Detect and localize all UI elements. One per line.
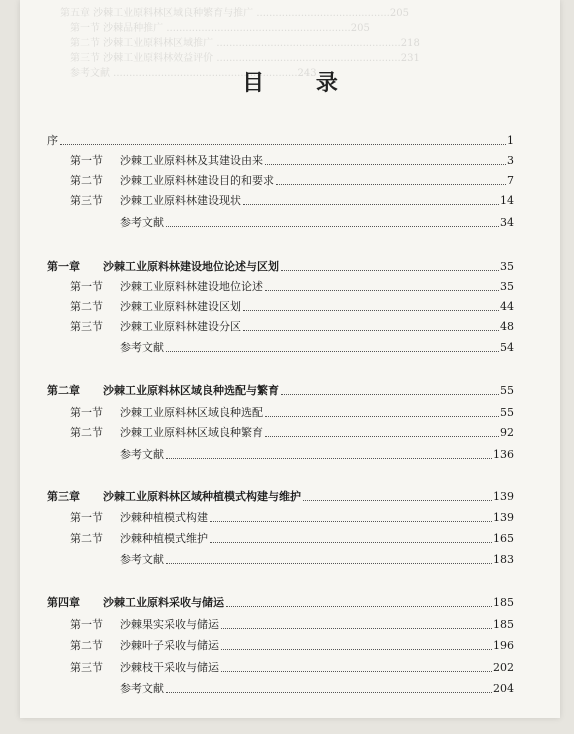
- toc-section-row[interactable]: [70, 294, 514, 314]
- toc-entry-number: 第三章: [47, 490, 80, 503]
- toc-entry-label: [70, 406, 263, 420]
- toc-entry-title: 沙棘工业原料林建设现状: [120, 194, 241, 207]
- toc-entry-number: 第三节: [70, 194, 103, 207]
- toc-entry-label: [47, 490, 301, 504]
- toc-entry-label: [70, 639, 219, 653]
- toc-entry-title: 沙棘工业原料林建设地位论述: [120, 280, 263, 293]
- toc-section-row[interactable]: [70, 188, 514, 208]
- toc-entry-label: [70, 661, 219, 675]
- toc-entry-title: 沙棘果实采收与储运: [120, 618, 219, 631]
- toc-chapter-row[interactable]: [47, 590, 514, 610]
- toc-entry-label: [70, 341, 164, 355]
- toc-section-row[interactable]: [70, 210, 514, 230]
- toc-page-number: 139: [493, 511, 514, 524]
- toc-entry-title: 参考文献: [120, 553, 164, 566]
- book-page: [20, 0, 560, 718]
- toc-section-row[interactable]: [70, 314, 514, 334]
- toc-entry-number: 第四章: [47, 596, 80, 609]
- toc-entry-label: [70, 553, 164, 567]
- dot-leader: [243, 309, 499, 311]
- dot-leader: [221, 627, 492, 629]
- dot-leader: [265, 415, 499, 417]
- toc-page-number: 55: [500, 384, 514, 397]
- toc-entry-label: [47, 134, 58, 148]
- toc-entry-title: 沙棘枝干采收与储运: [120, 661, 219, 674]
- toc-entry-label: [70, 618, 219, 632]
- toc-entry-number: 第一节: [70, 511, 103, 524]
- toc-page-number: 204: [493, 682, 514, 695]
- toc-entry-number: 第一节: [70, 618, 103, 631]
- dot-leader: [243, 203, 499, 205]
- dot-leader: [276, 183, 506, 185]
- toc-entry-title: 沙棘工业原料林建设分区: [120, 320, 241, 333]
- toc-entry-label: [70, 216, 164, 230]
- toc-page-number: 48: [500, 320, 514, 333]
- toc-section-row[interactable]: [70, 655, 514, 675]
- toc-section-row[interactable]: [70, 633, 514, 653]
- dot-leader: [265, 289, 499, 291]
- toc-entry-label: [70, 426, 263, 440]
- dot-leader: [243, 329, 499, 331]
- toc-entry-label: [47, 384, 279, 398]
- toc-entry-number: 第二节: [70, 174, 103, 187]
- dot-leader: [210, 541, 492, 543]
- toc-entry-label: [70, 154, 263, 168]
- toc-page-number: 7: [507, 174, 514, 187]
- bleed-through-text: 第五章 沙棘工业原料林区域良种繁育与推广 ..........................................205 第一节 沙棘品种推广 ..........................................................205 第二节 沙棘工业原料林区域推广 ..........................................................218 第三节 沙棘工业原料林效益评价 ..........................................................231 参考文献 ..........................................................243: [60, 8, 420, 79]
- toc-entry-label: [70, 280, 263, 294]
- toc-entry-title: 参考文献: [120, 448, 164, 461]
- toc-entry-title: 参考文献: [120, 216, 164, 229]
- toc-entry-label: [70, 194, 241, 208]
- toc-entry-number: 第一节: [70, 154, 103, 167]
- toc-section-row[interactable]: [70, 274, 514, 294]
- dot-leader: [265, 435, 499, 437]
- toc-section-row[interactable]: [70, 676, 514, 696]
- toc-entry-title: 沙棘叶子采收与储运: [120, 639, 219, 652]
- toc-entry-title: 沙棘工业原料林区域良种选配与繁育: [103, 384, 279, 397]
- dot-leader: [166, 691, 492, 693]
- toc-page-number: 202: [493, 661, 514, 674]
- toc-chapter-row[interactable]: [47, 254, 514, 274]
- dot-leader: [210, 520, 492, 522]
- toc-entry-title: 沙棘种植模式构建: [120, 511, 208, 524]
- dot-leader: [166, 350, 499, 352]
- toc-page-number: 185: [493, 618, 514, 631]
- toc-page-number: 183: [493, 553, 514, 566]
- toc-section-row[interactable]: [70, 612, 514, 632]
- toc-entry-number: 第一节: [70, 280, 103, 293]
- dot-leader: [303, 499, 492, 501]
- toc-entry-number: 第一章: [47, 260, 80, 273]
- toc-entry-number: 第一节: [70, 406, 103, 419]
- toc-page-number: 14: [500, 194, 514, 207]
- toc-page-number: 1: [507, 134, 514, 147]
- toc-entry-title: 沙棘工业原料林区域良种选配: [120, 406, 263, 419]
- toc-entry-number: 第二节: [70, 639, 103, 652]
- toc-entry-label: [70, 682, 164, 696]
- toc-page-number: 55: [500, 406, 514, 419]
- dot-leader: [226, 605, 492, 607]
- toc-entry-label: [47, 260, 279, 274]
- toc-page-number: 35: [500, 280, 514, 293]
- toc-entry-title: 参考文献: [120, 341, 164, 354]
- dot-leader: [60, 143, 506, 145]
- toc-section-row[interactable]: [70, 505, 514, 525]
- toc-page-number: 196: [493, 639, 514, 652]
- dot-leader: [221, 648, 492, 650]
- toc-page-number: 54: [500, 341, 514, 354]
- toc-page-number: 165: [493, 532, 514, 545]
- dot-leader: [166, 457, 492, 459]
- toc-section-row[interactable]: [70, 168, 514, 188]
- page-title: 目 录: [242, 70, 360, 96]
- toc-section-row[interactable]: [70, 335, 514, 355]
- toc-entry-number: 第二节: [70, 300, 103, 313]
- toc-entry-title: 序: [47, 134, 58, 147]
- dot-leader: [281, 393, 499, 395]
- toc-entry-label: [70, 532, 208, 546]
- toc-entry-title: 沙棘工业原料采收与储运: [103, 596, 224, 609]
- toc-section-row[interactable]: [70, 547, 514, 567]
- toc-entry-title: 沙棘工业原料林区域种植模式构建与维护: [103, 490, 301, 503]
- toc-section-row[interactable]: [70, 400, 514, 420]
- dot-leader: [265, 163, 506, 165]
- toc-entry-title: 沙棘工业原料林建设目的和要求: [120, 174, 274, 187]
- toc-entry-number: 第二节: [70, 532, 103, 545]
- toc-section-row[interactable]: [70, 420, 514, 440]
- toc-entry-number: 第二节: [70, 426, 103, 439]
- toc-page-number: 185: [493, 596, 514, 609]
- dot-leader: [221, 670, 492, 672]
- toc-page-number: 3: [507, 154, 514, 167]
- toc-page-number: 92: [500, 426, 514, 439]
- toc-entry-label: [70, 174, 274, 188]
- toc-entry-label: [70, 320, 241, 334]
- toc-entry-number: 第三节: [70, 320, 103, 333]
- toc-page-number: 136: [493, 448, 514, 461]
- toc-page-number: 34: [500, 216, 514, 229]
- toc-chapter-row[interactable]: [47, 378, 514, 398]
- toc-page-number: 44: [500, 300, 514, 313]
- toc-entry-label: [70, 448, 164, 462]
- toc-section-row[interactable]: [70, 442, 514, 462]
- toc-entry-title: 沙棘工业原料林区域良种繁育: [120, 426, 263, 439]
- toc-entry-title: 沙棘工业原料林及其建设由来: [120, 154, 263, 167]
- toc-section-row[interactable]: [70, 148, 514, 168]
- dot-leader: [166, 562, 492, 564]
- toc-entry-number: 第三节: [70, 661, 103, 674]
- toc-entry-title: 沙棘工业原料林建设地位论述与区划: [103, 260, 279, 273]
- toc-chapter-row[interactable]: [47, 484, 514, 504]
- toc-section-row[interactable]: [70, 526, 514, 546]
- toc-entry-title: 参考文献: [120, 682, 164, 695]
- toc-page-number: 35: [500, 260, 514, 273]
- toc-entry-label: [70, 511, 208, 525]
- dot-leader: [281, 269, 499, 271]
- toc-preface-row[interactable]: [47, 128, 514, 148]
- dot-leader: [166, 225, 499, 227]
- toc-entry-label: [70, 300, 241, 314]
- toc-entry-number: 第二章: [47, 384, 80, 397]
- toc-page-number: 139: [493, 490, 514, 503]
- toc-entry-label: [47, 596, 224, 610]
- toc-entry-title: 沙棘工业原料林建设区划: [120, 300, 241, 313]
- toc-entry-title: 沙棘种植模式维护: [120, 532, 208, 545]
